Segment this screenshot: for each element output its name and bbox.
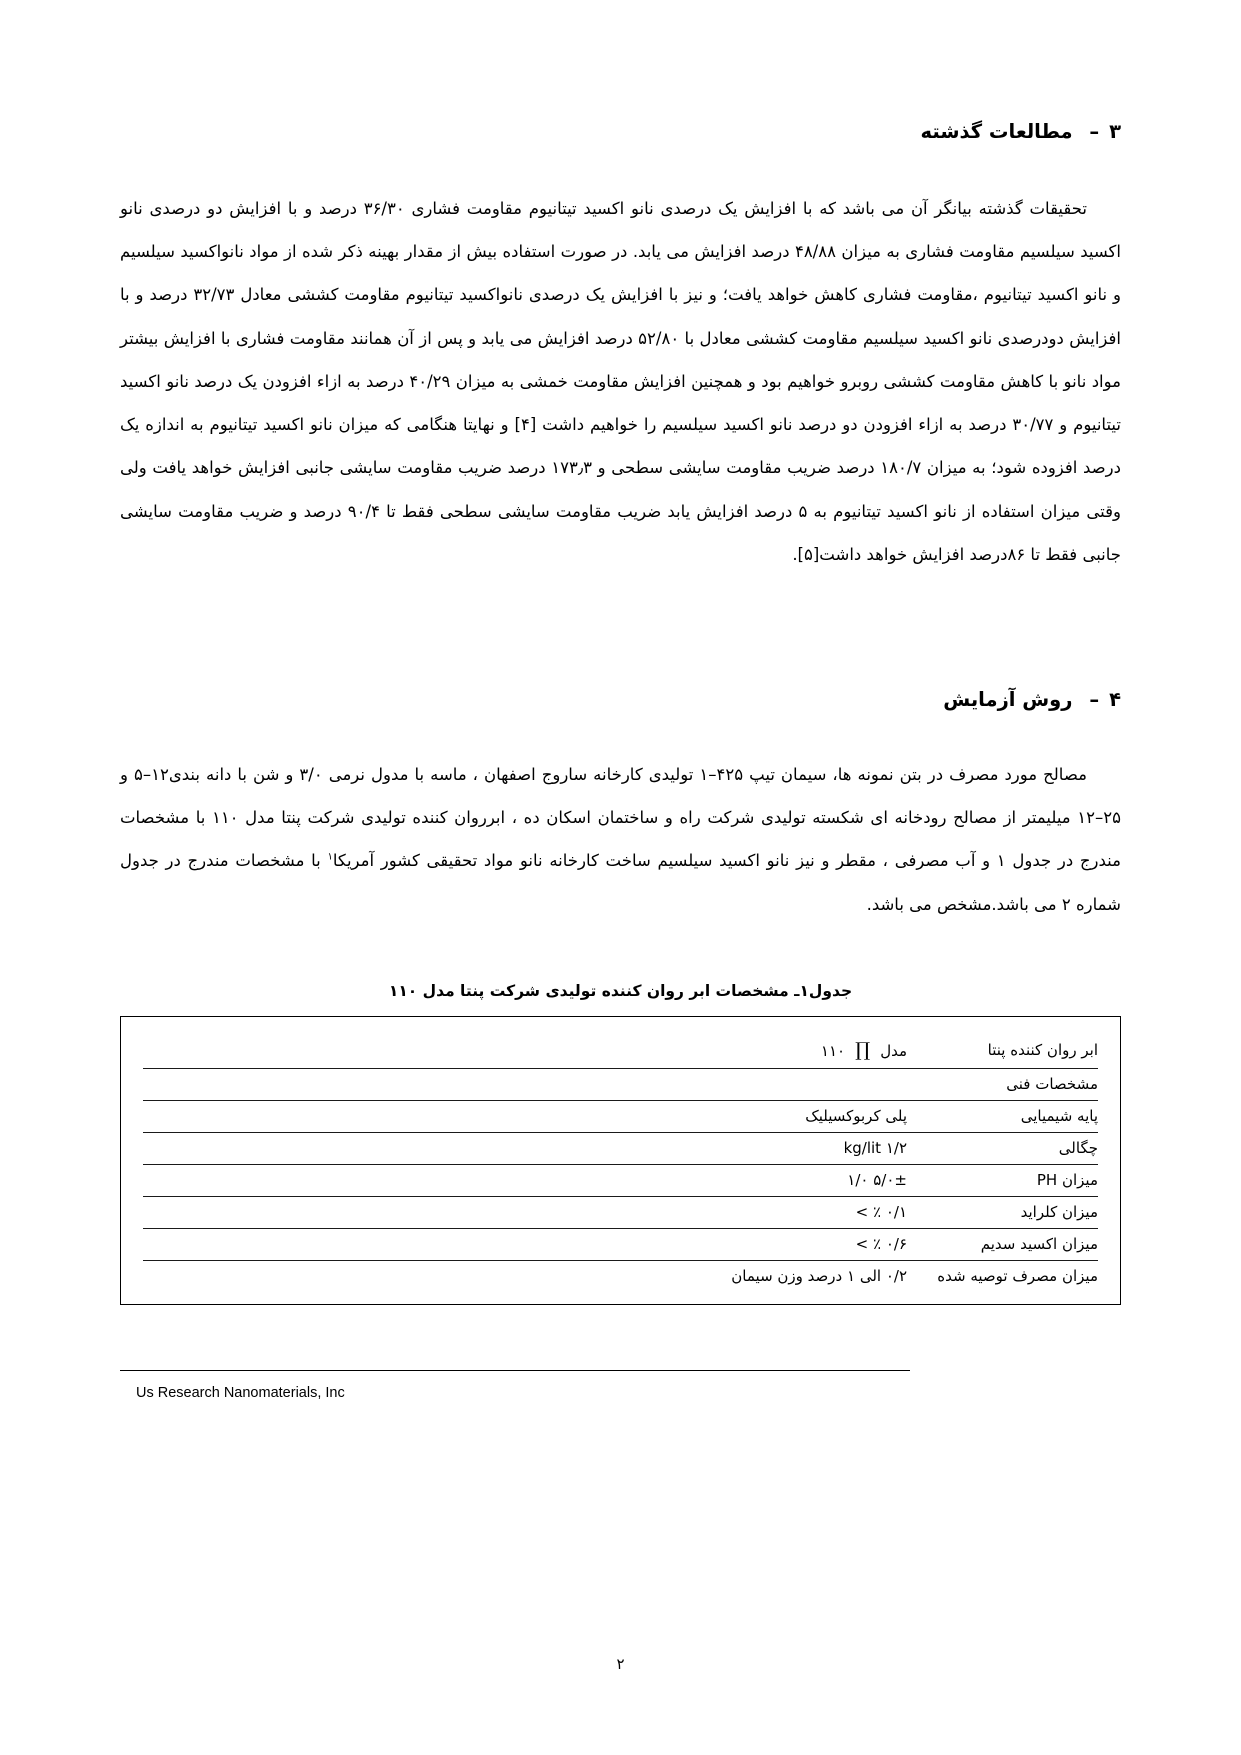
row-value-sodium-oxide: ۰/۶ ٪ > (697, 1228, 907, 1260)
row-label-ph: میزان PH (907, 1164, 1098, 1196)
footnote-divider (120, 1370, 910, 1371)
table-subheader-label: مشخصات فنی (907, 1068, 1098, 1100)
page-number: ۲ (616, 1655, 625, 1673)
row-pad (143, 1100, 697, 1132)
row-pad (143, 1164, 697, 1196)
spec-table-frame (120, 1016, 1121, 1305)
row-label-density: چگالی (907, 1132, 1098, 1164)
spec-table (143, 1033, 1098, 1292)
row-pad (143, 1260, 697, 1292)
row-pad (143, 1228, 697, 1260)
table-header-pad (143, 1033, 697, 1069)
table-row (143, 1196, 1098, 1228)
table-row-header (143, 1033, 1098, 1069)
section-number-4: ۴ (1109, 687, 1121, 711)
row-pad (143, 1132, 697, 1164)
table-caption: جدول۱ـ مشخصات ابر روان کننده تولیدی شرکت پنتا مدل ۱۱۰ (388, 981, 853, 1000)
section-3-paragraph: تحقیقات گذشته بیانگر آن می باشد که با افزایش یک درصدی نانو اکسید تیتانیوم مقاومت فشاری ۳۶/۳۰ درصد و با افزایش دو درصدی نانو اکسید سیلسیم مقاومت فشاری به میزان ۴۸/۸۸ درصد افزایش می یابد. در صورت استفاده بیش از مقدار بهینه ذکر شده از مواد نانواکسید سیلسیم و نانو اکسید تیتانیوم ،مقاومت فشاری کاهش خواهد یافت؛ و نیز با افزایش یک درصدی نانواکسید تیتانیوم مقاومت کششی معادل ۳۲/۷۳ درصد و با افزایش دودرصدی نانو اکسید سیلسیم مقاومت کششی معادل با ۵۲/۸۰ درصد افزایش می یابد و پس از آن همانند مقاومت فشاری با افزایش بیشتر مواد نانو با کاهش مقاومت کششی روبرو خواهیم بود و همچنین افزایش مقاومت خمشی به میزان ۴۰/۲۹ درصد به ازاء افزودن یک درصد نانو اکسید تیتانیوم و ۳۰/۷۷ درصد به ازاء افزودن دو درصد نانو اکسید سیلسیم را خواهیم داشت [۴] و نهایتا هنگامی که میزان نانو اکسید تیتانیوم به اندازه یک درصد افزوده شود؛ به میزان ۱۸۰/۷ درصد ضریب مقاومت سایشی سطحی و ۱۷۳٫۳ درصد ضریب مقاومت سایشی جانبی افزایش خواهد یافت ولی وقتی میزان استفاده از نانو اکسید تیتانیوم به ۵ درصد افزایش یابد ضریب مقاومت سایشی سطحی فقط تا ۹۰/۴ درصد و ضریب مقاومت سایشی جانبی فقط تا ۸۶درصد افزایش خواهد داشت[۵]. (120, 199, 1121, 564)
row-pad (143, 1196, 697, 1228)
row-value-chloride: ۰/۱ ٪ > (697, 1196, 907, 1228)
footnote-marker: ۱ (327, 851, 333, 863)
page-content (120, 120, 1121, 1305)
section-4-paragraph-part1: مصالح مورد مصرف در بتن نمونه ها، سیمان تیپ ۴۲۵–۱ تولیدی کارخانه ساروج اصفهان ، ماسه با مدول نرمی ۳/۰ و شن با دانه بندی۱۲–۵ و ۲۵–۱۲ میلیمتر از مصالح رودخانه ای شکسته تولیدی شرکت راه و ساختمان اسکان ده ، ابرروان کننده تولیدی شرکت پنتا مدل ۱۱۰ با مشخصات مندرج در جدول ۱ و آب مصرفی ، مقطر و نیز نانو اکسید سیلسیم ساخت کارخانه نانو مواد تحقیقی کشور آمریکا (120, 764, 1121, 871)
row-label-recommended-dosage: میزان مصرف توصیه شده (937, 1266, 1098, 1285)
section-spacer (120, 576, 1121, 688)
table-header-label: ابر روان کننده پنتا (907, 1033, 1098, 1069)
table-header-model (697, 1033, 907, 1069)
section-4-paragraph-part2: با مشخصات مندرج در جدول شماره ۲ می باشد.مشخص می باشد. (120, 851, 1121, 914)
table-row-subheader (143, 1068, 1098, 1100)
row-value-ph: ۵/۰± ۱/۰ (697, 1164, 907, 1196)
table-row (143, 1228, 1098, 1260)
table-subheader-value (697, 1068, 907, 1100)
section-dash-3: – (1089, 120, 1100, 143)
row-label-sodium-oxide: میزان اکسید سدیم (907, 1228, 1098, 1260)
section-title-3: مطالعات گذشته (920, 120, 1073, 143)
pi-symbol-icon: ∏ (855, 1038, 871, 1061)
table-row (143, 1164, 1098, 1196)
section-4-paragraph (120, 753, 1121, 926)
table-header-model-number: ۱۱۰ (820, 1041, 846, 1060)
row-value-chemical-base: پلی کربوکسیلیک (697, 1100, 907, 1132)
row-label-chemical-base: پایه شیمیایی (907, 1100, 1098, 1132)
row-value-recommended-dosage: ۰/۲ الی ۱ درصد وزن سیمان (731, 1266, 907, 1285)
footnote-text: Us Research Nanomaterials, Inc (136, 1385, 345, 1401)
section-heading-3 (120, 120, 1121, 143)
row-label-chloride: میزان کلراید (907, 1196, 1098, 1228)
row-value-density: ۱/۲ kg/lit (697, 1132, 907, 1164)
section-dash-4: – (1089, 687, 1100, 711)
table-row (143, 1132, 1098, 1164)
section-heading-4 (120, 688, 1121, 711)
table-row (143, 1260, 1098, 1292)
table-header-model-word: مدل (880, 1041, 907, 1060)
table-row (143, 1100, 1098, 1132)
table-subheader-pad (143, 1068, 697, 1100)
section-title-4: روش آزمایش (943, 687, 1073, 711)
section-number-3: ۳ (1109, 120, 1121, 143)
